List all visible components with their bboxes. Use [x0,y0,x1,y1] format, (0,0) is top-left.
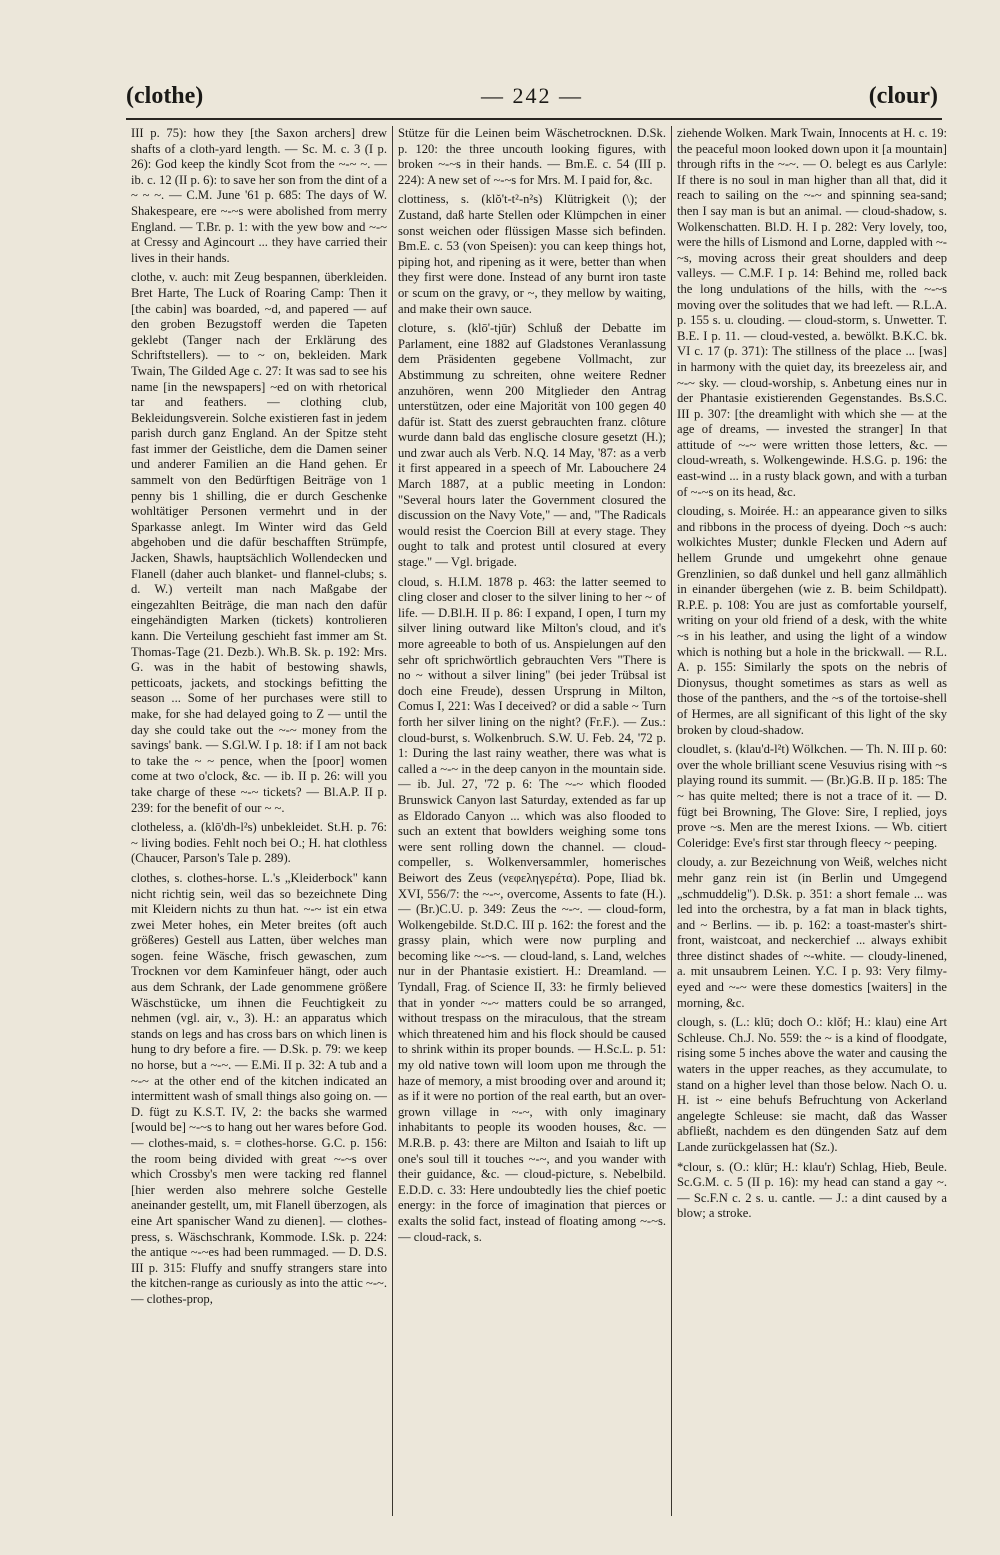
header-rule [126,118,942,120]
page-header [126,78,938,118]
page-number: — 242 — [481,83,583,108]
entry-paragraph: clothes, s. clothes-horse. L.'s „Kleiderbock" kann nicht richtig sein, weil das so bezeichnete Ding mit Kleidern nichts zu thun hat. ~-~ ist ein etwa zwei Meter hohes, ein Meter breites (oft auch größeres) Gestell aus Latten, über welches man sogen. feine Wäsche, frisch gewaschen, zum Trocknen vor dem Kaminfeuer hängt, oder auch aus dem Schrank, der Lade genommene größere Wäschstücke, um ihnen die Feuchtigkeit zu nehmen (vgl. air, v., 3). H.: an apparatus which stands on legs and has cross bars on which linen is hung to dry before a fire. — D.Sk. p. 79: we keep no horse, but a ~-~. — E.Mi. II p. 32: A tub and a ~-~ at the other end of the kitchen indicated an intermittent wash of small things also going on. — D. fügt zu K.S.T. IV, 2: the backs she warmed [would be] ~-~s to hang out her wares before God. — clothes-maid, s. = clothes-horse. G.C. p. 156: the room being divided with great ~-~s over which Crossby's men were tacking red flannel [hier werden also mehrere solche Gestelle aneinander gestellt, um, mit Flanell überzogen, als eine Art spanischer Wand zu dienen]. — clothes-press, s. Wäschschrank, Kommode. I.Sk. p. 224: the antique ~-~es had been rummaged. — D. D.S. III p. 315: Fluffy and snuffy strangers stare into the kitchen-range as curiously as into the attic ~-~. — clothes-prop, [131,870,387,1306]
left-running-headword: (clothe) [126,83,204,109]
entry-paragraph: clothe, v. auch: mit Zeug bespannen, überkleiden. Bret Harte, The Luck of Roaring Camp: Then it [the cabin] was boarded, ~d, and papered — auf den groben Bezugstoff werden die Tapeten geklebt (Tanger nach der Erklärung des Schriftstellers). — to ~ on, bekleiden. Mark Twain, The Gilded Age c. 27: It was sad to see his name [in the newspapers] ~ed on with rhetorical tar and feathers. — clothing club, Bekleidungsverein. Solche existieren fast in jedem parish durch ganz England. An der Spitze steht fast immer der Geistliche, dem die Damen seiner und anderer Familien an die Hand gehen. Er sammelt von den Bedürftigen Beiträge von 1 penny bis 1 shilling, die er durch Geschenke wohltätiger Personen vermehrt und in der Sparkasse anlegt. Im Winter wird das Geld abgehoben und die dafür beschafften Strümpfe, Jacken, Shawls, hauptsächlich Wollendecken und Flanell (daher auch blanket- und flannel-clubs; s. d. W.) verteilt man nach Maßgabe der eingezahlten Beiträge, die man nach den dafür eingehändigten Marken (tickets) kontrolieren kann. Die Verteilung geschieht fast immer am St. Thomas-Tage (21. Dezb.). Wh.B. Sk. p. 192: Mrs. G. was in the habit of bestowing shawls, petticoats, jackets, and stockings befitting the season ... Some of her purchases were still to make, for she had delayed going to Z — until the day she could take out the ~-~ money from the savings' bank. — S.Gl.W. I p. 18: if I am not back to take the ~ ~ pence, when the [poor] women come at two o'clock, &c. — ib. II p. 26: will you take charge of these ~-~ tickets? — Bl.A.P. II p. 239: for the benefit of our ~ ~. [131,270,387,815]
column-1 [131,126,387,1511]
entry-paragraph: clottiness, s. (klŏ't-t²-n²s) Klütrigkeit (\); der Zustand, daß harte Stellen oder Klümpchen in einer sonst weichen oder flüssigen Masse sich befinden. Bm.E. c. 53 (von Speisen): you can keep things hot, piping hot, and ripening as it were, better than when they first were done. Instead of any burnt iron taste or scum on the gravy, or ~, they mellow by waiting, and make their own sauce. [398,192,666,316]
column-divider [671,126,672,1516]
column-divider [392,126,393,1516]
entry-paragraph: clough, s. (L.: klū; doch O.: klŏf; H.: klau) eine Art Schleuse. Ch.J. No. 559: the ~ is a kind of floodgate, rising some 5 inches above the water and causing the waters in the upper reaches, as they accumulate, to stand on a higher level than those below. Nach O. u. H. ist ~ eine behufs Befruchtung von Ackerland angelegte Schleuse: sie macht, daß das Wasser abfließt, nachdem es den düngenden Satz auf dem Lande zurückgelassen hat (Sz.). [677,1015,947,1154]
entry-paragraph: cloudlet, s. (klau'd-l²t) Wölkchen. — Th. N. III p. 60: over the whole brilliant scene Vesuvius rising with ~s playing round its summit. — (Br.)G.B. II p. 185: The ~ has quite melted; there is not a trace of it. — D. fügt bei Browning, The Glove: Sire, I replied, joys prove ~s. Men are the merest Ixions. — Wb. citiert Coleridge: Eve's first star through fleecy ~ peeping. [677,742,947,850]
entry-paragraph: *clour, s. (O.: klūr; H.: klau'r) Schlag, Hieb, Beule. Sc.G.M. c. 5 (II p. 16): my head can stand a gay ~. — Sc.F.N c. 2 s. u. cantle. — J.: a dint caused by a blow; a stroke. [677,1159,947,1221]
entry-paragraph: cloudy, a. zur Bezeichnung von Weiß, welches nicht mehr ganz rein ist (in Berlin und Umgegend „schmuddelig"). D.Sk. p. 351: a short female ... was led into the orchestra, by a fat man in black tights, and ~ Berlins. — ib. p. 162: a toast-master's shirt-front, waistcoat, and neckerchief ... always exhibit three distinct shades of ~-white. — cloudy-linened, a. mit unsaubrem Leinen. Y.C. I p. 93: Very filmy-eyed and ~-~ were these domestics [waiters] in the morning, &c. [677,855,947,1010]
entry-paragraph: cloture, s. (klō'-tjūr) Schluß der Debatte im Parlament, eine 1882 auf Gladstones Veranlassung dem Präsidenten gegebene Vollmacht, zur Abstimmung zu schreiten, ohne weitere Redner anzuhören, wenn 200 Mitglieder den Antrag unterstützen, oder eine Majorität von 100 gegen 40 dafür ist. Statt des zuerst gebrauchten franz. clôture wurde dann bald das englische closure gesetzt (H.); und zwar auch als Verb. N.Q. 14 May, '87: as a verb it first appeared in a speech of Mr. Labouchere 24 March 1887, at a public meeting in London: "Several hours later the Government closured the discussion on the Navy Vote," — and, "The Radicals would resist the Coercion Bill at every stage. They ought to talk and protest until closured at every stage." — Vgl. brigade. [398,321,666,570]
entry-paragraph: Stütze für die Leinen beim Wäschetrocknen. D.Sk. p. 120: the three uncouth looking figures, with broken ~-~s in their hands. — Bm.E. c. 54 (III p. 224): A new set of ~-~s for Mrs. M. I paid for, &c. [398,126,666,187]
column-2 [398,126,666,1511]
entry-paragraph: III p. 75): how they [the Saxon archers] drew shafts of a cloth-yard length. — Sc. M. c. 3 (I p. 26): God keep the kindly Scot from the ~-~ ~. — ib. c. 12 (II p. 6): to save her son from the dint of a ~ ~ ~. — C.M. June '61 p. 685: The days of W. Shakespeare, ere ~-~s were abolished from merry England. — T.Br. p. 1: with the yew bow and ~-~ at Cressy and Agincourt ... they have carried their lives in their hands. [131,126,387,265]
entry-paragraph: cloud, s. H.I.M. 1878 p. 463: the latter seemed to cling closer and closer to the silver lining to her ~ of life. — D.Bl.H. II p. 86: I expand, I open, I turn my silver lining outward like Milton's cloud, and it's more agreeable to both of us. Anspielungen auf den sehr oft sprichwörtlich gebrauchten Vers "There is no ~ without a silver lining" (bei jeder Trübsal ist doch eine Freude), dessen Ursprung in Milton, Comus I, 221: Was I deceived? or did a sable ~ Turn forth her silver lining on the night? (Fr.F.). — Zus.: cloud-burst, s. Wolkenbruch. S.W. U. Feb. 24, '72 p. 1: During the last rainy weather, there was what is called a ~-~ in the deep canyon in the mountain side. — ib. Jul. 27, '72 p. 6: The ~-~ which flooded Brunswick Canyon last Saturday, extended as far up as Eldorado Canyon ... which was also flooded to such an extent that bowlders weighing some tons were sent rolling down the channel. — cloud-compeller, s. Wolkenversammler, homerisches Beiwort des Zeus (νεφεληγερέτα). Pope, Iliad bk. XVI, 556/7: the ~-~, overcome, Assents to fate (H.). — (Br.)C.U. p. 349: Zeus the ~-~. — cloud-form, Wolkengebilde. St.D.C. III p. 162: the forest and the grassy plain, which were now purpling and becoming like ~-~s. — cloud-land, s. Land, welches nur in der Phantasie existiert. H.: Dreamland. — Tyndall, Frag. of Science II, 33: he firmly believed that in yonder ~-~ matters could be so arranged, without trespass on the miraculous, that the stream which threatened him and his flock should be caused to shrink within its proper bounds. — H.Sc.L. p. 51: my old native town will loom upon me through the haze of memory, a mist brooding over and around it; as if it were no portion of the real earth, but an over-grown village in ~-~, with only imaginary inhabitants to people its wooden houses, &c. — M.R.B. p. 43: there are Milton and Isaiah to lift up one's soul till it touches ~-~, and you wander with their guidance, &c. — cloud-picture, s. Nebelbild. E.D.D. c. 33: Here undoubtedly lies the chief poetic energy: in the force of imagination that pierces or exalts the solid fact, instead of floating among ~-~s. — cloud-rack, s. [398,574,666,1244]
entry-paragraph: clouding, s. Moirée. H.: an appearance given to silks and ribbons in the process of dyeing. Doch ~s auch: wolkichtes Muster; dunkle Flecken und Adern auf hellem Grunde und umgekehrt ohne genaue Grenzlinien, so daß dunkel und hell ganz allmählich in einander übergehen (wie z. B. beim Schildpatt). R.P.E. p. 108: You are just as comfortable yourself, writing on your old friend of a desk, with the white ~s in his leather, and using the light of a window which is nothing but a hole in the brickwall. — R.L. A. p. 155: Similarly the spots on the nebris of Dionysus, thought sometimes as stars as well as those of the panthers, and the ~s of the tortoise-shell of Hermes, are all significant of this light of the sky broken by cloud-shadow. [677,504,947,737]
entry-paragraph: ziehende Wolken. Mark Twain, Innocents at H. c. 19: the peaceful moon looked down upon it [a mountain] through rifts in the ~-~. — O. belegt es aus Carlyle: If there is no soul in man higher than all that, did it reach to sailing on the ~-~ and spinning sea-sand; then I say man is but an animal. — cloud-shadow, s. Wolkenschatten. Bl.D. H. I p. 282: Very lovely, too, were the hills of Lismond and Lorne, dappled with ~-~s, moving across their great shoulders and deep valleys. — C.M.F. I p. 14: Behind me, rolled back the long undulations of the hills, with the ~-~s moving over the solitudes that we had left. — R.L.A. p. 155 s. u. clouding. — cloud-storm, s. Unwetter. T. B.E. I p. 11. — cloud-vested, a. bewölkt. B.K.C. bk. VI c. 17 (p. 371): The stillness of the place ... [was] in harmony with the quiet day, its breezeless air, and ~-~ sky. — cloud-worship, s. Anbetung eines nur in der Phantasie existierenden Gegenstandes. Bs.S.C. III p. 307: [the dreamlight with which she — at the age of dreams, — invested the stranger] In that attitude of ~-~ were written those letters, &c. — cloud-wreath, s. Wolkengewinde. H.S.G. p. 196: the east-wind ... in a rusty black gown, and with a turban of ~-~s on its head, &c. [677,126,947,499]
column-3 [677,126,947,1511]
entry-paragraph: clotheless, a. (klō'dh-l²s) unbekleidet. St.H. p. 76: ~ living bodies. Fehlt noch bei O.; H. hat clothless (Chaucer, Parson's Tale p. 289). [131,820,387,866]
right-running-headword: (clour) [868,83,938,109]
